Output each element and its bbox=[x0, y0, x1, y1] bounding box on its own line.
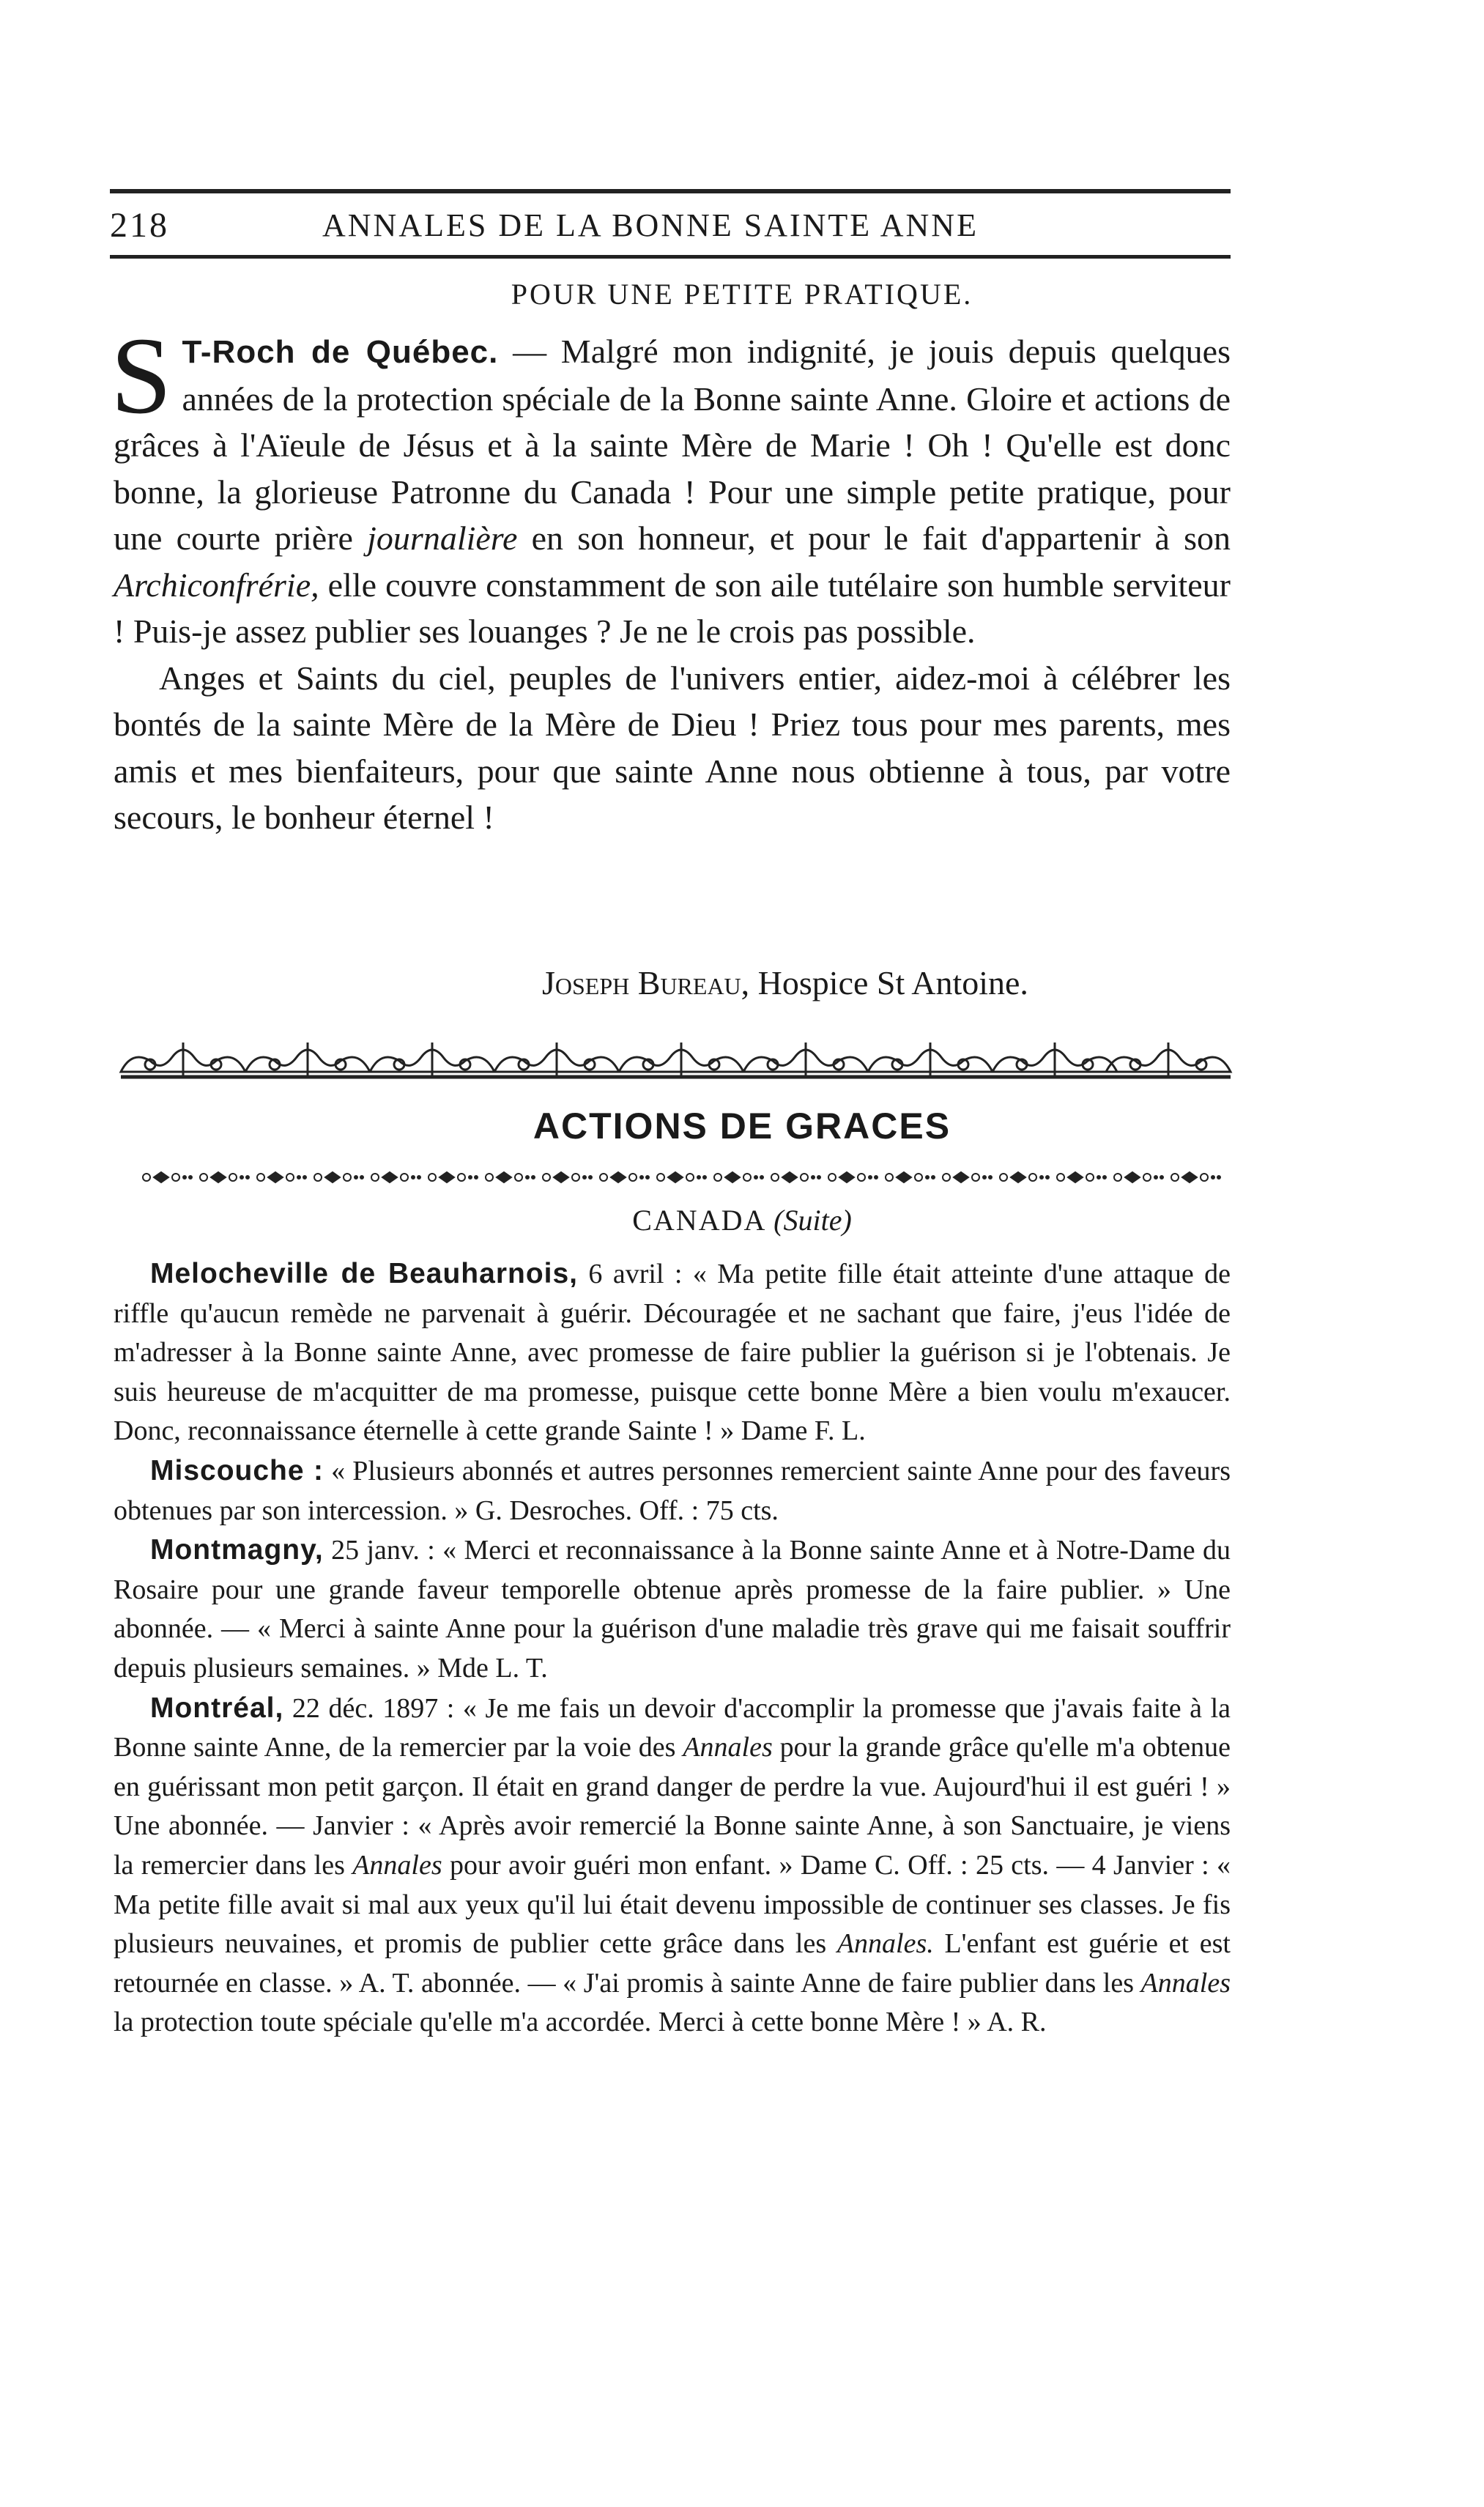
entry-italic: Annales bbox=[352, 1849, 442, 1881]
section-body-pratique bbox=[111, 315, 1231, 841]
entry-text: 6 avril : « Ma petite fille était atteinte d'une attaque de riffle qu'aucun remède ne parvenait à guérir. Découragée et ne sachant que faire, j'eus l'idée de m'adresser à la Bonne sainte Anne, avec promesse de faire publier la guérison si je l'obtenais. Je suis heureuse de m'acquitter de ma promesse, puisque cette bonne Mère a bien voulu m'exaucer. Donc, reconnaissance éternelle à cette grande Sainte ! » Dame F. L. bbox=[114, 1259, 1231, 1447]
entry-text: la protection toute spéciale qu'elle m'a accordée. Merci à cette bonne Mère ! » A. R. bbox=[114, 2007, 1047, 2038]
header-rule-top bbox=[110, 189, 1231, 193]
entry-place: Montréal, bbox=[150, 1692, 284, 1724]
entry-melocheville bbox=[114, 1254, 1231, 1451]
entry-text: pour la grande grâce qu'elle m'a obtenue en guérissant mon petit garçon. Il était en grand danger de perdre la vue. Aujourd'hui il est guéri ! » Une abonnée. — Janvier : « Après avoir remercié la Bonne sainte Anne, à son Sanctuaire, je viens la remercier dans les bbox=[114, 1732, 1231, 1881]
paragraph-1 bbox=[111, 315, 1231, 655]
paragraph-2: Anges et Saints du ciel, peuples de l'univers entier, aidez-moi à célébrer les bontés de la sainte Mère de la Mère de Dieu ! Priez tous pour mes parents, mes amis et mes bienfaiteurs, pour que sainte Anne nous obtienne à tous, par votre secours, le bonheur éternel ! bbox=[114, 659, 1231, 836]
section-title-actions-de-graces: ACTIONS DE GRACES bbox=[533, 1106, 951, 1147]
header-rule-bottom bbox=[110, 255, 1231, 259]
lead-place: T-Roch de Québec. bbox=[182, 334, 499, 370]
running-header bbox=[110, 205, 1231, 256]
para1-italic-journaliere: journalière bbox=[367, 519, 518, 557]
entry-place: Montmagny, bbox=[150, 1534, 324, 1566]
entry-montreal bbox=[114, 1689, 1231, 2043]
ornamental-divider bbox=[117, 1039, 1234, 1083]
section-subtitle-canada bbox=[0, 1203, 1484, 1237]
para1-end: elle couvre constamment de son aile tutélaire son humble serviteur ! Puis-je assez publier ses louanges ? Je ne le crois pas possible. bbox=[114, 566, 1231, 650]
entry-montmagny bbox=[114, 1530, 1231, 1688]
signature bbox=[542, 963, 1028, 1002]
subtitle-main: CANADA bbox=[632, 1204, 765, 1237]
para1-italic-archiconfrerie: Archiconfrérie, bbox=[114, 566, 319, 604]
para1-text: — Malgré mon indignité, je jouis depuis quelques années de la protection spéciale de la Bonne sainte Anne. Gloire et actions de grâces à l'Aïeule de Jésus et à la sainte Mère de Marie ! Oh ! Qu'elle est donc bonne, la glorieuse Patronne du Canada ! Pour une simple petite pratique, pour une courte prière bbox=[114, 333, 1231, 557]
entry-text: pour avoir guéri mon enfant. » Dame C. Off. : 25 cts. — 4 Janvier : « Ma petite fille avait si mal aux yeux qu'il lui était devenu impossible de continuer ses classes. Je fis plusieurs neuvaines, et promis de publier cette grâce dans les bbox=[114, 1849, 1231, 1960]
entry-text: L'enfant est guérie et est retournée en classe. » A. T. abonnée. — « J'ai promis à sainte Anne de faire publier dans les bbox=[114, 1928, 1231, 1999]
page-number: 218 bbox=[110, 206, 169, 245]
signature-place: Hospice St Antoine. bbox=[757, 964, 1028, 1001]
entry-place: Melocheville de Beauharnois, bbox=[150, 1258, 579, 1289]
running-title: ANNALES DE LA BONNE SAINTE ANNE bbox=[322, 207, 979, 243]
entry-text: 22 déc. 1897 : « Je me fais un devoir d'accomplir la promesse que j'avais faite à la Bonne sainte Anne, de la remercier par la voie des bbox=[114, 1692, 1231, 1763]
entry-italic: Annales bbox=[1140, 1967, 1231, 1999]
entry-text: 25 janv. : « Merci et reconnaissance à la Bonne sainte Anne et à Notre-Dame du Rosaire pour une grande faveur temporelle obtenue après promesse de la faire publier. » Une abonnée. — « Merci à sainte Anne pour la guérison d'une maladie très grave qui me faisait souffrir depuis plusieurs semaines. » Mde L. T. bbox=[114, 1535, 1231, 1684]
section-title-pratique: POUR UNE PETITE PRATIQUE. bbox=[511, 278, 973, 311]
entry-miscouche bbox=[114, 1451, 1231, 1530]
entry-place: Miscouche : bbox=[150, 1454, 324, 1486]
para1-mid: en son honneur, et pour le fait d'appartenir à son bbox=[517, 519, 1231, 557]
entry-italic: Annales bbox=[683, 1732, 773, 1763]
subtitle-italic: (Suite) bbox=[773, 1204, 852, 1237]
entry-text: « Plusieurs abonnés et autres personnes remercient sainte Anne pour des faveurs obtenues par son intercession. » G. Desroches. Off. : 75 cts. bbox=[114, 1455, 1231, 1526]
signature-name: Joseph Bureau, bbox=[542, 964, 750, 1001]
chain-divider bbox=[139, 1166, 1238, 1188]
section-body-actions bbox=[114, 1254, 1231, 2043]
drop-cap: S bbox=[111, 315, 172, 437]
entry-italic: Annales. bbox=[836, 1928, 934, 1960]
